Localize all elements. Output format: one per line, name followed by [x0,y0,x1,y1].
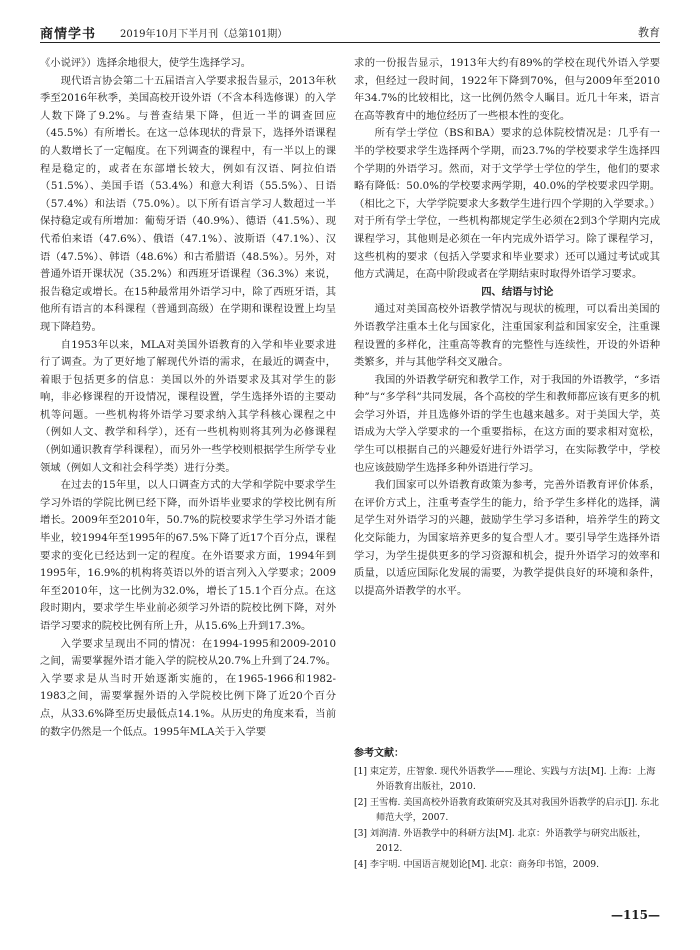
journal-name: 商情学书 [40,27,97,42]
issue-info: 2019年10月下半月刊（总第101期） [120,29,288,40]
paragraph: 在过去的15年里，以人口调查方式的大学和学院中要求学生学习外语的学院比例已经下降，而外语毕业要求的学校比例有所增长。2009年至2010年，50.7%的院校要求学生学习外语才能毕业，较1994年至1995年的67.5%下降了近17个百分点，课程要求的变化已经达到一定的程度。在外语要求方面，1994年到1995年，16.9%的机构将英语以外的语言列入入学要求；2009年至2010年，这一比例为32.0%，增长了15.1个百分点。在这段时期内，要求学生毕业前必须学习外语的院校比例下降，对外语学习要求的院校比例有所上升，从15.6%上升到17.3%。 [40,479,336,632]
paragraph: 所有学士学位（BS和BA）要求的总体院校情况是：几乎有一半的学校要求学生选择两个学期，而23.7%的学校要求学生选择四个学期的外语学习。然而，对于文学学士学位的学生，他们的要求略有降低：50.0%的学校要求两学期，40.0%的学校要求四学期。（相比之下，大学学院要求大多数学生进行四个学期的入学要求。）对于所有学士学位，一些机构都规定学生必须在2到3个学期内完成课程学习，其他则是必须在一年内完成外语学习。除了课程学习，这些机构的要求（包括入学要求和毕业要求）还可以通过考试或其他方式满足，在高中阶段或者在学期结束时取得外语学习要求。 [354,127,660,281]
right-column [354,55,660,600]
references-title: 参考文献： [354,748,404,759]
references [354,746,660,872]
left-column [40,55,336,741]
paragraph: 现代语言协会第二十五届语言入学要求报告显示，2013年秋季至2016年秋季，美国高校开设外语（不含本科选修课）的入学人数下降了9.2%。与普查结果下降，但近一半的调查回应（45.5%）有所增长。在这一总体现状的背景下，选择外语课程的人数增长了一定幅度。在下列调查的课程中，有一半以上的课程是稳定的，或者在东部增长较大，例如有汉语、阿拉伯语（51.5%）、美国手语（53.4%）和意大利语（55.5%）、日语（57.4%）和法语（75.0%）。以下所有语言学习人数超过一半保持稳定或有所增加：葡萄牙语（40.9%）、德语（41.5%）、现代希伯来语（47.6%）、俄语（47.1%）、波斯语（47.1%）、汉语（47.5%）、韩语（48.6%）和古希腊语（48.5%）。另外，对普通外语开课状况（35.2%）和西班牙语课程（36.3%）来说，报告稳定或增长。在15种最常用外语学习中，除了西班牙语，其他所有语言的本科课程（普通到高级）在学期和课程设置上均呈现下降趋势。 [40,74,336,333]
page-number: —115— [610,908,660,922]
reference-item: [1] 束定芳，庄智象. 现代外语教学——理论、实践与方法[M]. 上海：上海外语教育出版社，2010. [354,765,656,792]
reference-list [354,764,660,873]
paragraph: 求的一份报告显示，1913年大约有89%的学校在现代外语入学要求，但经过一段时间，1922年下降到70%，但与2009年至2010年34.7%的比较相比，这一比例仍然令人瞩目。近几十年来，语言在高等教育中的地位经历了一些根本性的变化。 [354,57,660,122]
reference-item: [3] 刘润清. 外语教学中的科研方法[M]. 北京：外语教学与研究出版社，2012. [354,827,647,854]
paragraph: 通过对美国高校外语教学情况与现状的梳理，可以看出美国的外语教学注重本土化与国家化，注重国家利益和国家安全，注重课程设置的多样化，注重高等教育的完整性与连续性，开设的外语种类繁多，并与其他学科交叉融合。 [354,303,660,369]
reference-item: [4] 李宇明. 中国语言规划论[M]. 北京：商务印书馆，2009. [354,858,600,870]
page-header [40,22,660,43]
reference-item: [2] 王雪梅. 美国高校外语教育政策研究及其对我国外语教学的启示[J]. 东北师范大学，2007. [354,796,659,823]
paragraph: 《小说评》）选择余地很大，使学生选择学习。 [40,57,252,69]
section-name: 教育 [638,26,660,39]
paragraph: 入学要求呈现出不同的情况：在1994-1995和2009-2010之间，需要掌握外语才能入学的院校从20.7%上升到了24.7%。入学要求是从当时开始逐渐实施的，在1965-1966和1982-1983之间，需要掌握外语的入学院校比例下降了近20个百分点，从33.6%降至历史最低点14.1%。从历史的角度来看，当前的数字仍然是一个低点。1995年MLA关于入学要 [40,637,336,738]
section-heading: 四、结语与讨论 [481,285,554,298]
paragraph: 我们国家可以外语教育政策为参考，完善外语教育评价体系，在评价方式上，注重考查学生的能力，给予学生多样化的选择，满足学生对外语学习的兴趣，鼓励学生学习多语种，培养学生的跨文化交际能力，为国家培养更多的复合型人才。要引导学生选择外语学习，为学生提供更多的学习资源和机会，提升外语学习的效率和质量，以适应国际化发展的需要，为教学提供良好的环境和条件，以提高外语教学的水平。 [354,479,660,597]
paragraph: 自1953年以来，MLA对美国外语教育的入学和毕业要求进行了调查。为了更好地了解现代外语的需求，在最近的调查中，着眼于包括更多的信息：美国以外的外语要求及其对学生的影响，非必修课程的开设情况，课程设置，学生选择外语的主要动机等问题。一些机构将外语学习要求纳入其学科核心课程之中（例如人文、教学和科学），还有一些机构则将其列为必修课程（例如通识教育学科课程），而另外一些学校则根据学生所学专业领域（例如人文和社会科学类）进行分类。 [40,338,336,474]
paragraph: 我国的外语教学研究和教学工作，对于我国的外语教学，“多语种”与“多学科”共同发展，各个高校的学生和教师都应该有更多的机会学习外语，并且选修外语的学生也越来越多。对于美国大学，英语成为大学入学要求的一个重要指标，在这方面的要求相对宽松，学生可以根据自己的兴趣爱好进行外语学习，在实际教学中，学校也应该鼓励学生选择多种外语进行学习。 [354,373,660,474]
